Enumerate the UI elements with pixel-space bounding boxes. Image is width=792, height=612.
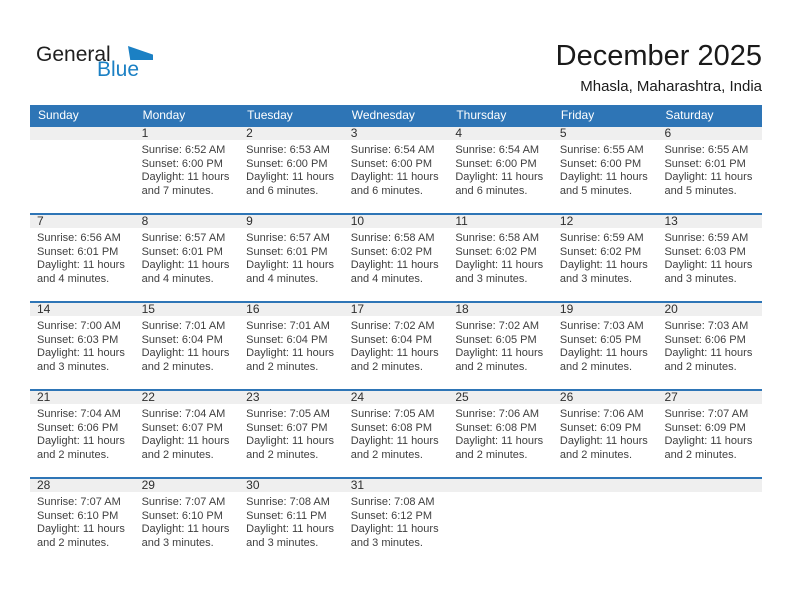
day-sun-info — [664, 232, 762, 286]
day-sun-info — [455, 232, 553, 286]
day-info-line: and 4 minutes. — [37, 272, 110, 285]
day-cell-29 — [135, 479, 240, 565]
day-info-line: and 4 minutes. — [141, 272, 214, 285]
day-info-line: and 3 minutes. — [141, 536, 214, 549]
day-sun-info — [37, 496, 135, 550]
day-number: 15 — [141, 303, 155, 316]
day-sun-info — [142, 408, 240, 462]
day-info-line: Sunrise: 7:08 AM — [246, 496, 330, 508]
day-number: 14 — [37, 303, 51, 316]
day-info-line: Daylight: 11 hours — [141, 523, 230, 535]
day-sun-info — [351, 232, 449, 286]
day-number: 20 — [664, 303, 678, 316]
day-number: 8 — [141, 215, 149, 228]
day-sun-info — [246, 496, 344, 550]
day-info-line: Sunrise: 7:03 AM — [559, 320, 644, 332]
day-info-line: Sunset: 6:09 PM — [559, 421, 642, 434]
day-info-line: Sunrise: 7:00 AM — [37, 320, 121, 332]
day-sun-info — [351, 320, 449, 374]
weekday-header-tuesday: Tuesday — [247, 108, 293, 122]
day-info-line: and 2 minutes. — [37, 536, 110, 549]
day-info-line: Sunrise: 7:04 AM — [37, 408, 121, 420]
day-cell-21 — [30, 391, 135, 477]
day-cell-14 — [30, 303, 135, 389]
day-sun-info — [560, 320, 658, 374]
day-info-line: Daylight: 11 hours — [664, 435, 753, 447]
day-info-line: Sunrise: 6:58 AM — [350, 232, 435, 244]
day-sun-info — [455, 144, 553, 198]
day-cell-16 — [239, 303, 344, 389]
day-info-line: and 2 minutes. — [246, 448, 319, 461]
day-sun-info — [560, 232, 658, 286]
day-sun-info — [351, 496, 449, 550]
page-subtitle: Mhasla, Maharashtra, India — [580, 78, 762, 95]
day-info-line: Sunrise: 7:08 AM — [350, 496, 435, 508]
day-number: 13 — [664, 215, 678, 228]
week-row — [30, 213, 762, 301]
week-row — [30, 389, 762, 477]
day-number: 22 — [141, 391, 155, 404]
day-info-line: Daylight: 11 hours — [141, 347, 230, 359]
day-cell-7 — [30, 215, 135, 301]
day-info-line: Daylight: 11 hours — [559, 171, 648, 183]
page-title: December 2025 — [555, 40, 762, 72]
day-info-line: Sunset: 6:04 PM — [141, 333, 223, 346]
day-number: 11 — [455, 215, 468, 228]
day-info-line: Sunset: 6:01 PM — [246, 245, 328, 258]
day-info-line: Daylight: 11 hours — [246, 435, 335, 447]
day-info-line: Sunrise: 6:53 AM — [246, 144, 330, 156]
day-info-line: Daylight: 11 hours — [350, 171, 439, 183]
day-info-line: Daylight: 11 hours — [246, 523, 335, 535]
day-info-line: Sunrise: 6:52 AM — [141, 144, 226, 156]
day-cell-4 — [448, 127, 553, 213]
day-info-line: Sunset: 6:02 PM — [350, 245, 433, 258]
day-info-line: Sunset: 6:09 PM — [664, 421, 746, 434]
day-info-line: Daylight: 11 hours — [559, 259, 648, 271]
day-info-line: Daylight: 11 hours — [455, 435, 544, 447]
day-info-line: and 2 minutes. — [455, 360, 528, 373]
day-info-line: Sunset: 6:05 PM — [559, 333, 642, 346]
day-info-line: and 6 minutes. — [455, 184, 528, 197]
day-info-line: Daylight: 11 hours — [664, 347, 753, 359]
day-info-line: and 6 minutes. — [350, 184, 423, 197]
logo-text-blue: Blue — [97, 58, 140, 81]
day-sun-info — [37, 408, 135, 462]
day-info-line: Sunset: 6:01 PM — [141, 245, 223, 258]
day-cell-13 — [657, 215, 762, 301]
day-sun-info — [664, 320, 762, 374]
day-number: 30 — [246, 479, 260, 492]
day-number: 26 — [559, 391, 574, 404]
day-info-line: Sunrise: 6:58 AM — [455, 232, 540, 244]
day-info-line: Daylight: 11 hours — [350, 347, 439, 359]
day-info-line: Daylight: 11 hours — [559, 347, 648, 359]
day-info-line: Sunset: 6:01 PM — [37, 245, 119, 258]
day-number: 16 — [246, 303, 260, 316]
day-info-line: Daylight: 11 hours — [141, 435, 230, 447]
day-sun-info — [351, 408, 449, 462]
day-info-line: and 2 minutes. — [559, 360, 633, 373]
day-number: 28 — [37, 479, 51, 492]
day-number: 25 — [455, 391, 469, 404]
day-info-line: Sunset: 6:02 PM — [455, 245, 537, 258]
day-cell-3 — [344, 127, 449, 213]
day-cell-31 — [344, 479, 449, 565]
day-info-line: Sunset: 6:08 PM — [455, 421, 537, 434]
day-cell-empty — [30, 127, 135, 213]
day-cell-22 — [135, 391, 240, 477]
day-info-line: Sunset: 6:00 PM — [559, 157, 642, 170]
day-info-line: Sunrise: 6:55 AM — [559, 144, 644, 156]
day-cell-25 — [448, 391, 553, 477]
day-info-line: Sunrise: 7:02 AM — [350, 320, 435, 332]
day-info-line: Sunrise: 7:02 AM — [455, 320, 540, 332]
day-info-line: Daylight: 11 hours — [37, 259, 125, 271]
day-info-line: Sunset: 6:06 PM — [664, 333, 746, 346]
day-sun-info — [142, 320, 240, 374]
day-info-line: Daylight: 11 hours — [559, 435, 648, 447]
day-number: 17 — [350, 303, 365, 316]
day-info-line: Sunset: 6:08 PM — [350, 421, 433, 434]
day-info-line: Sunset: 6:00 PM — [246, 157, 328, 170]
day-info-line: Sunset: 6:06 PM — [37, 421, 119, 434]
day-number: 21 — [37, 391, 51, 404]
day-info-line: Sunset: 6:04 PM — [246, 333, 328, 346]
day-sun-info — [142, 496, 240, 550]
day-number: 18 — [455, 303, 469, 316]
day-info-line: Daylight: 11 hours — [141, 171, 230, 183]
week-row — [30, 301, 762, 389]
day-cell-18 — [448, 303, 553, 389]
day-info-line: Daylight: 11 hours — [455, 171, 544, 183]
day-sun-info — [246, 320, 344, 374]
day-info-line: Sunset: 6:00 PM — [350, 157, 433, 170]
day-info-line: Daylight: 11 hours — [246, 259, 335, 271]
day-cell-empty — [553, 479, 658, 565]
day-info-line: Sunrise: 6:59 AM — [664, 232, 749, 244]
day-cell-27 — [657, 391, 762, 477]
day-info-line: Sunset: 6:05 PM — [455, 333, 537, 346]
general-blue-logo — [36, 43, 166, 83]
day-info-line: Sunset: 6:03 PM — [664, 245, 746, 258]
weekday-header-saturday: Saturday — [665, 108, 714, 122]
day-sun-info — [37, 232, 135, 286]
day-info-line: Sunset: 6:11 PM — [246, 509, 327, 522]
weekday-header-sunday: Sunday — [38, 108, 79, 122]
day-info-line: and 3 minutes. — [559, 272, 633, 285]
day-cell-1 — [135, 127, 240, 213]
day-info-line: Sunset: 6:01 PM — [664, 157, 746, 170]
day-info-line: and 2 minutes. — [246, 360, 319, 373]
day-number: 6 — [664, 127, 672, 140]
day-info-line: and 3 minutes. — [664, 272, 737, 285]
day-number: 4 — [455, 127, 462, 140]
day-cell-empty — [448, 479, 553, 565]
day-sun-info — [560, 408, 658, 462]
day-info-line: and 2 minutes. — [37, 448, 110, 461]
day-info-line: Sunset: 6:03 PM — [37, 333, 119, 346]
day-info-line: Sunrise: 6:56 AM — [37, 232, 121, 244]
day-info-line: and 2 minutes. — [664, 448, 737, 461]
day-info-line: Sunrise: 6:57 AM — [141, 232, 226, 244]
day-info-line: Sunset: 6:10 PM — [141, 509, 223, 522]
day-info-line: Sunrise: 7:05 AM — [246, 408, 330, 420]
day-number: 27 — [664, 391, 678, 404]
day-info-line: and 3 minutes. — [246, 536, 319, 549]
day-cell-10 — [344, 215, 449, 301]
day-info-line: and 2 minutes. — [350, 360, 423, 373]
day-info-line: Daylight: 11 hours — [350, 259, 439, 271]
day-info-line: Sunrise: 7:01 AM — [246, 320, 330, 332]
day-info-line: Daylight: 11 hours — [350, 523, 439, 535]
day-info-line: Sunrise: 6:55 AM — [664, 144, 749, 156]
day-info-line: Daylight: 11 hours — [37, 347, 125, 359]
weekday-header-friday: Friday — [560, 108, 595, 122]
day-cell-24 — [344, 391, 449, 477]
day-cell-30 — [239, 479, 344, 565]
day-sun-info — [142, 144, 240, 198]
day-cell-26 — [553, 391, 658, 477]
day-info-line: and 2 minutes. — [141, 448, 214, 461]
day-info-line: Sunrise: 7:07 AM — [141, 496, 226, 508]
day-info-line: and 2 minutes. — [559, 448, 633, 461]
weekday-header-monday: Monday — [142, 108, 186, 122]
day-info-line: and 3 minutes. — [37, 360, 110, 373]
day-cell-28 — [30, 479, 135, 565]
day-info-line: Sunset: 6:02 PM — [559, 245, 642, 258]
day-number: 12 — [559, 215, 574, 228]
day-info-line: and 2 minutes. — [141, 360, 214, 373]
day-info-line: Sunrise: 6:59 AM — [559, 232, 644, 244]
day-cell-19 — [553, 303, 658, 389]
day-info-line: Sunrise: 7:06 AM — [559, 408, 644, 420]
day-info-line: Sunrise: 7:05 AM — [350, 408, 435, 420]
day-info-line: Sunrise: 7:03 AM — [664, 320, 749, 332]
day-sun-info — [246, 408, 344, 462]
day-sun-info — [246, 144, 344, 198]
day-info-line: Daylight: 11 hours — [246, 171, 335, 183]
day-cell-6 — [657, 127, 762, 213]
day-info-line: Daylight: 11 hours — [246, 347, 335, 359]
day-cell-12 — [553, 215, 658, 301]
day-number: 1 — [141, 127, 149, 140]
week-row — [30, 125, 762, 213]
day-number: 19 — [559, 303, 574, 316]
day-cell-20 — [657, 303, 762, 389]
day-info-line: and 3 minutes. — [455, 272, 528, 285]
day-sun-info — [560, 144, 658, 198]
day-number: 9 — [246, 215, 253, 228]
weekday-header-row — [30, 105, 762, 125]
day-info-line: and 3 minutes. — [350, 536, 423, 549]
day-info-line: Daylight: 11 hours — [37, 523, 125, 535]
day-info-line: Daylight: 11 hours — [664, 259, 753, 271]
day-number: 31 — [350, 479, 365, 492]
day-number: 29 — [141, 479, 155, 492]
day-info-line: and 4 minutes. — [350, 272, 423, 285]
day-info-line: Sunset: 6:00 PM — [141, 157, 223, 170]
day-cell-15 — [135, 303, 240, 389]
day-info-line: Sunset: 6:07 PM — [141, 421, 223, 434]
day-number: 7 — [37, 215, 44, 228]
day-info-line: and 5 minutes. — [559, 184, 633, 197]
day-info-line: Sunset: 6:10 PM — [37, 509, 119, 522]
day-info-line: and 7 minutes. — [141, 184, 214, 197]
day-info-line: Sunrise: 6:57 AM — [246, 232, 330, 244]
calendar-weeks — [30, 125, 762, 565]
day-info-line: Daylight: 11 hours — [350, 435, 439, 447]
day-sun-info — [664, 144, 762, 198]
day-info-line: Sunset: 6:07 PM — [246, 421, 328, 434]
day-number: 23 — [246, 391, 260, 404]
calendar-grid — [30, 105, 762, 565]
day-info-line: Daylight: 11 hours — [664, 171, 753, 183]
day-sun-info — [664, 408, 762, 462]
day-cell-11 — [448, 215, 553, 301]
day-info-line: Sunrise: 6:54 AM — [455, 144, 540, 156]
weekday-header-wednesday: Wednesday — [351, 108, 415, 122]
day-info-line: and 2 minutes. — [664, 360, 737, 373]
day-sun-info — [455, 320, 553, 374]
day-info-line: Sunset: 6:04 PM — [350, 333, 433, 346]
day-cell-empty — [657, 479, 762, 565]
day-number: 5 — [559, 127, 567, 140]
day-sun-info — [351, 144, 449, 198]
day-number: 3 — [350, 127, 358, 140]
weekday-header-thursday: Thursday — [456, 108, 507, 122]
day-info-line: Sunset: 6:00 PM — [455, 157, 537, 170]
day-info-line: and 2 minutes. — [350, 448, 423, 461]
day-sun-info — [142, 232, 240, 286]
day-info-line: Daylight: 11 hours — [455, 347, 544, 359]
day-number: 2 — [246, 127, 253, 140]
day-cell-2 — [239, 127, 344, 213]
day-info-line: Daylight: 11 hours — [37, 435, 125, 447]
week-row — [30, 477, 762, 565]
day-cell-17 — [344, 303, 449, 389]
day-info-line: Sunrise: 6:54 AM — [350, 144, 435, 156]
day-number: 24 — [350, 391, 365, 404]
day-info-line: Sunset: 6:12 PM — [350, 509, 433, 522]
day-info-line: Sunrise: 7:07 AM — [664, 408, 749, 420]
day-cell-9 — [239, 215, 344, 301]
day-info-line: and 6 minutes. — [246, 184, 319, 197]
day-info-line: Sunrise: 7:07 AM — [37, 496, 121, 508]
day-info-line: and 2 minutes. — [455, 448, 528, 461]
logo-text-general: General — [36, 43, 111, 66]
day-info-line: Sunrise: 7:04 AM — [141, 408, 226, 420]
day-cell-5 — [553, 127, 658, 213]
day-sun-info — [455, 408, 553, 462]
day-sun-info — [246, 232, 344, 286]
day-info-line: and 5 minutes. — [664, 184, 737, 197]
day-info-line: Daylight: 11 hours — [455, 259, 544, 271]
day-info-line: Sunrise: 7:01 AM — [141, 320, 226, 332]
day-info-line: and 4 minutes. — [246, 272, 319, 285]
day-sun-info — [37, 320, 135, 374]
day-number: 10 — [350, 215, 365, 228]
day-cell-23 — [239, 391, 344, 477]
day-cell-8 — [135, 215, 240, 301]
day-info-line: Sunrise: 7:06 AM — [455, 408, 540, 420]
day-info-line: Daylight: 11 hours — [141, 259, 230, 271]
